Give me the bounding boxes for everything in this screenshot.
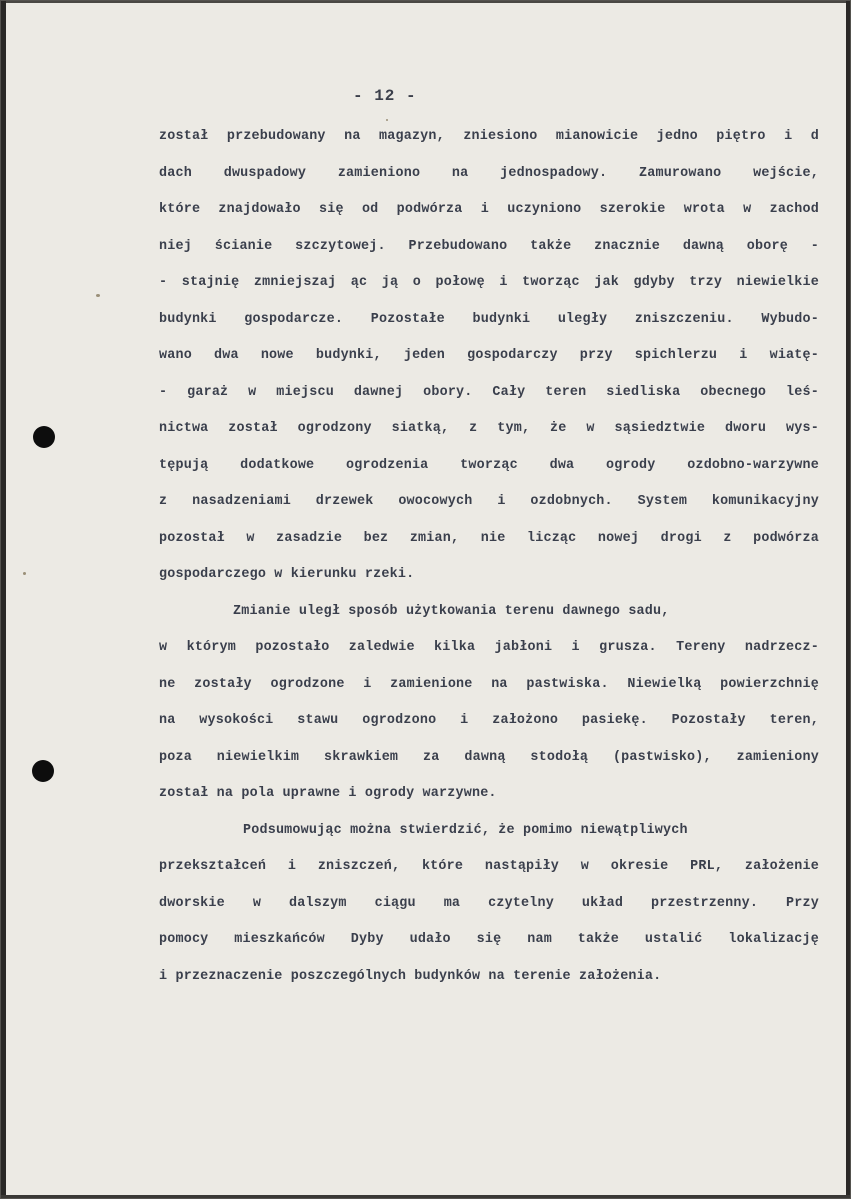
- page-top-edge: [1, 1, 850, 3]
- text-line: ne zostały ogrodzone i zamienione na pastwiska. Niewielką powierzchnię: [159, 676, 819, 692]
- text-line: dach dwuspadowy zamieniono na jednospadowy. Zamurowano wejście,: [159, 165, 819, 181]
- text-line: tępują dodatkowe ogrodzenia tworząc dwa ogrody ozdobno-warzywne: [159, 457, 819, 473]
- punch-hole-upper: [33, 426, 55, 448]
- text-line: w którym pozostało zaledwie kilka jabłoni i grusza. Tereny nadrzecz-: [159, 640, 819, 655]
- text-line: które znajdowało się od podwórza i uczyniono szerokie wrota w zachod: [159, 202, 819, 217]
- text-line: Podsumowując można stwierdzić, że pomimo niewątpliwych: [243, 822, 688, 838]
- text-line: - garaż w miejscu dawnej obory. Cały teren siedliska obecnego leś-: [159, 384, 819, 400]
- text-line: poza niewielkim skrawkiem za dawną stodołą (pastwisko), zamieniony: [159, 749, 819, 765]
- text-line: dworskie w dalszym ciągu ma czytelny układ przestrzenny. Przy: [159, 895, 819, 911]
- page-bottom-edge: [1, 1195, 850, 1198]
- text-line: pozostał w zasadzie bez zmian, nie licząc nowej drogi z podwórza: [159, 530, 819, 546]
- text-line: z nasadzeniami drzewek owocowych i ozdobnych. System komunikacyjny: [159, 494, 819, 509]
- text-line: - stajnię zmniejszaj ąc ją o połowę i tworząc jak gdyby trzy niewielkie: [159, 275, 819, 290]
- text-line: gospodarczego w kierunku rzeki.: [159, 567, 415, 582]
- text-line: pomocy mieszkańców Dyby udało się nam także ustalić lokalizację: [159, 932, 819, 947]
- text-line: został na pola uprawne i ogrody warzywne.: [159, 786, 497, 801]
- paragraph-2: [159, 594, 819, 813]
- text-line: wano dwa nowe budynki, jeden gospodarczy przy spichlerzu i wiatę-: [159, 348, 819, 363]
- text-line: Zmianie uległ sposób użytkowania terenu dawnego sadu,: [233, 603, 670, 619]
- punch-hole-lower: [32, 760, 54, 782]
- page-right-edge: [846, 1, 850, 1198]
- text-line: budynki gospodarcze. Pozostałe budynki uległy zniszczeniu. Wybudo-: [159, 311, 819, 327]
- page-number: - 12 -: [353, 87, 417, 105]
- paragraph-3: [159, 813, 819, 996]
- typewritten-text: [159, 119, 819, 995]
- text-line: przekształceń i zniszczeń, które nastąpiły w okresie PRL, założenie: [159, 859, 819, 874]
- paper-speck: [23, 572, 26, 575]
- text-line: na wysokości stawu ogrodzono i założono pasiekę. Pozostały teren,: [159, 713, 819, 728]
- text-line: nictwa został ogrodzony siatką, z tym, że w sąsiedztwie dworu wys-: [159, 421, 819, 436]
- paragraph-1: [159, 119, 819, 594]
- page-left-edge: [1, 1, 6, 1198]
- text-line: został przebudowany na magazyn, zniesiono mianowicie jedno piętro i d: [159, 129, 819, 144]
- text-line: niej ścianie szczytowej. Przebudowano także znacznie dawną oborę -: [159, 238, 819, 254]
- paper-speck: [96, 294, 100, 297]
- text-line: i przeznaczenie poszczególnych budynków na terenie założenia.: [159, 968, 662, 984]
